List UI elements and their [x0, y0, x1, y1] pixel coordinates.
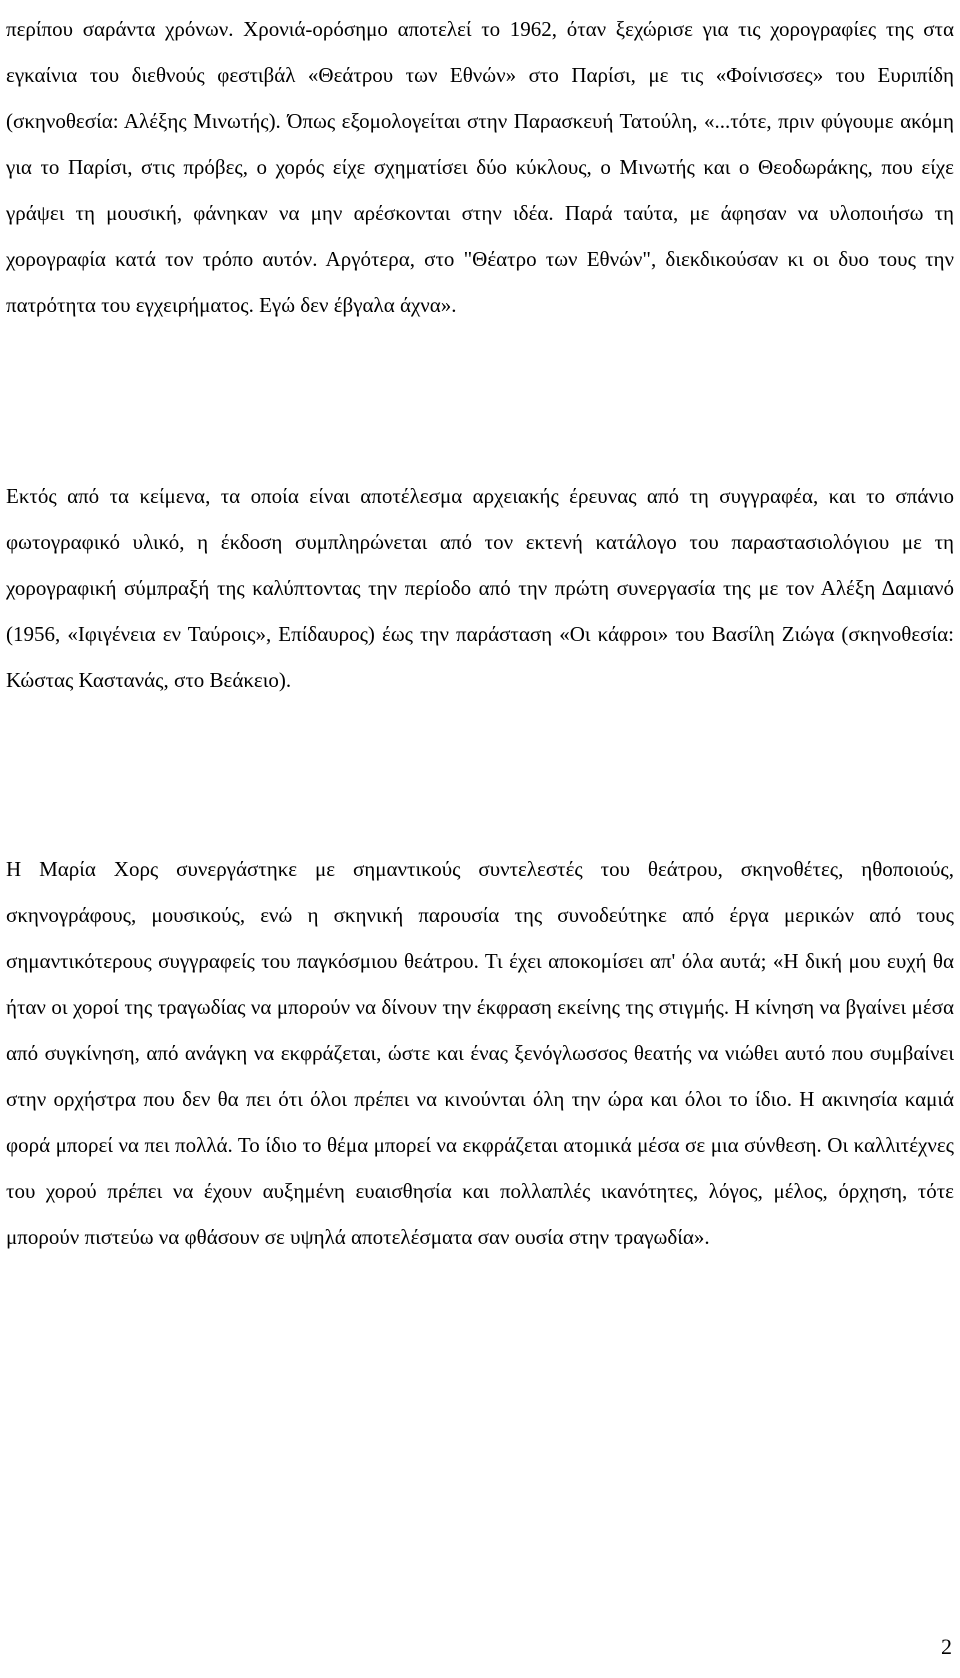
page-number: 2 [941, 1634, 952, 1659]
paragraph-1: περίπου σαράντα χρόνων. Χρονιά-ορόσημο αποτελεί το 1962, όταν ξεχώρισε για τις χορογραφίες της στα εγκαίνια του διεθνούς φεστιβάλ «Θεάτρου των Εθνών» στο Παρίσι, με τις «Φοίνισσες» του Ευριπίδη (σκηνοθεσία: Αλέξης Μινωτής). Όπως εξομολογείται στην Παρασκευή Τατούλη, «...τότε, πριν φύγουμε ακόμη για το Παρίσι, στις πρόβες, ο χορός είχε σχηματίσει δύο κύκλους, ο Μινωτής και ο Θεοδωράκης, που είχε γράψει τη μουσική, φάνηκαν να μην αρέσκονται στην ιδέα. Παρά ταύτα, με άφησαν να υλοποιήσω τη χορογραφία κατά τον τρόπο αυτόν. Αργότερα, στο "Θέατρο των Εθνών", διεκδικούσαν κι οι δυο τους την πατρότητα του εγχειρήματος. Εγώ δεν έβγαλα άχνα». [6, 17, 954, 317]
paragraph-3: Η Μαρία Χορς συνεργάστηκε με σημαντικούς συντελεστές του θεάτρου, σκηνοθέτες, ηθοποιούς, σκηνογράφους, μουσικούς, ενώ η σκηνική παρουσία της συνοδεύτηκε από έργα μερικών από τους σημαντικότερους συγγραφείς του παγκόσμιου θεάτρου. Τι έχει αποκομίσει απ' όλα αυτά; «Η δική μου ευχή θα ήταν οι χοροί της τραγωδίας να μπορούν να δίνουν την έκφραση εκείνης της στιγμής. Η κίνηση να βγαίνει μέσα από συγκίνηση, από ανάγκη να εκφράζεται, ώστε και ένας ξενόγλωσσος θεατής να νιώθει αυτό που συμβαίνει στην ορχήστρα που δεν θα πει ότι όλοι πρέπει να κινούνται όλη την ώρα και όλοι το ίδιο. Η ακινησία καμιά φορά μπορεί να πει πολλά. Το ίδιο το θέμα μπορεί να εκφράζεται ατομικά μέσα σε μια σύνθεση. Οι καλλιτέχνες του χορού πρέπει να έχουν αυξημένη ευαισθησία και πολλαπλές ικανότητες, λόγος, μέλος, όρχηση, τότε μπορούν πιστεύω να φθάσουν σε υψηλά αποτελέσματα σαν ουσία στην τραγωδία». [6, 857, 954, 1249]
paragraph-2: Εκτός από τα κείμενα, τα οποία είναι αποτέλεσμα αρχειακής έρευνας από τη συγγραφέα, και το σπάνιο φωτογραφικό υλικό, η έκδοση συμπληρώνεται από τον εκτενή κατάλογο του παραστασιολόγιου με τη χορογραφική σύμπραξή της καλύπτοντας την περίοδο από την πρώτη συνεργασία της με τον Αλέξη Δαμιανό (1956, «Ιφιγένεια εν Ταύροις», Επίδαυρος) έως την παράσταση «Οι κάφροι» του Βασίλη Ζιώγα (σκηνοθεσία: Κώστας Καστανάς, στο Βεάκειο). [6, 484, 954, 692]
